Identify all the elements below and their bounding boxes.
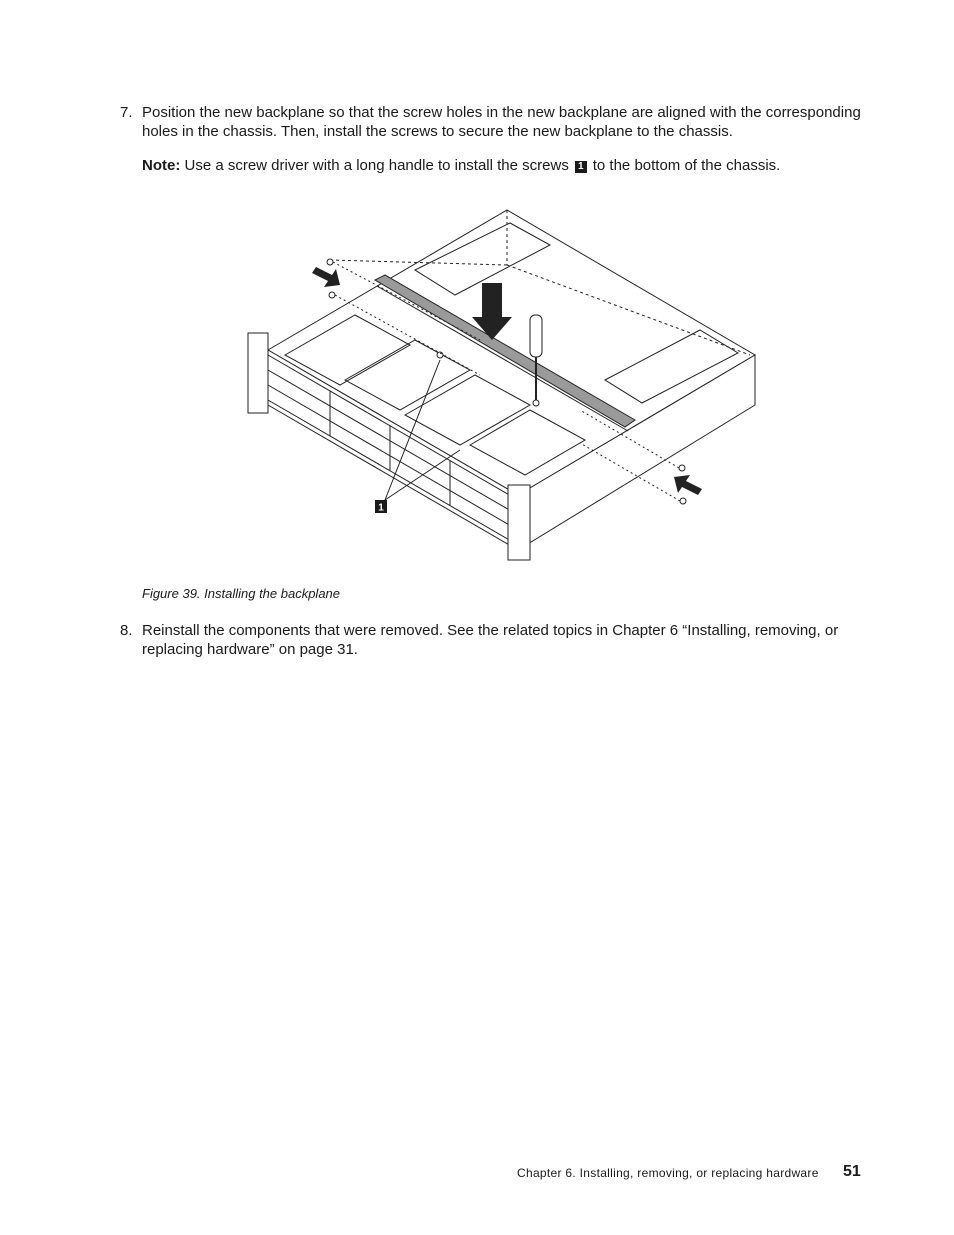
step-7 [120,103,880,141]
screwdriver-handle [530,315,542,357]
step-8 [120,621,880,659]
note-text-after: to the bottom of the chassis. [588,157,781,174]
screw-icon [679,465,685,471]
screw-icon [329,292,335,298]
page-number: 51 [843,1163,861,1180]
left-screw-arrow-icon [312,267,340,287]
right-screw-arrow-icon [674,475,702,495]
figure-callout-label: 1 [378,502,384,514]
screw-icon [533,400,539,406]
step-text: Position the new backplane so that the screw holes in the new backplane are aligned with the corresponding holes in the chassis. Then, install the screws to secure the new backplane to the chassis. [142,104,861,140]
note-text-before: Use a screw driver with a long handle to install the screws [180,157,574,174]
step-number: 7. [120,104,133,121]
right-handle [508,485,530,560]
step-number: 8. [120,622,133,639]
left-handle [248,333,268,413]
callout-badge: 1 [575,161,587,173]
note-label: Note: [142,157,181,174]
screw-icon [327,259,333,265]
note [142,156,882,175]
screw-icon [437,352,443,358]
figure-caption: Figure 39. Installing the backplane [142,586,341,601]
screw-icon [680,498,686,504]
footer-chapter-title: Chapter 6. Installing, removing, or replacing hardware [517,1166,819,1180]
backplane-installation-illustration [240,205,760,575]
step-text: Reinstall the components that were removed. See the related topics in Chapter 6 “Installing, removing, or replacing hardware” on page 31. [142,622,839,658]
